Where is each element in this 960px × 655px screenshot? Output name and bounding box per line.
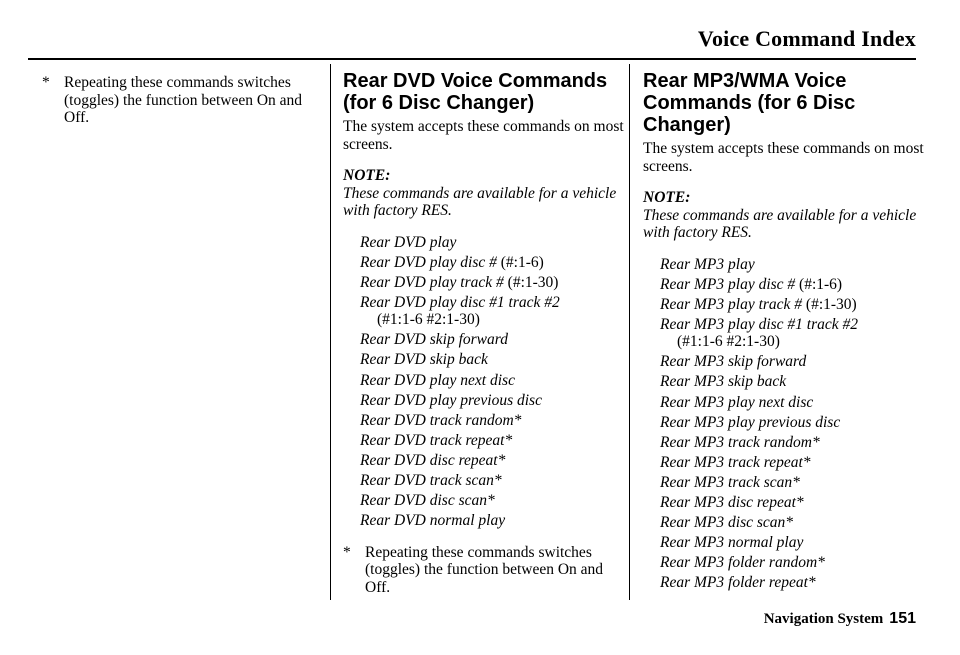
command-text: Rear DVD skip forward [360,331,508,349]
command-text: Rear MP3 track random* [660,433,820,451]
command-text: Rear DVD play track # [360,273,504,291]
command-range: (#1:1-6 #2:1-30) [377,311,480,329]
command-text: Rear DVD skip back [360,351,488,369]
command-text: Rear MP3 play [660,255,755,273]
command-item [660,394,933,412]
footnote-text: Repeating these commands switches (toggles) the function between On and Off. [64,74,303,126]
command-item [360,372,625,390]
command-text: Rear DVD disc repeat* [360,451,506,469]
command-text: Rear MP3 play previous disc [660,413,841,431]
command-item [660,276,933,294]
footnote [42,74,327,127]
command-item [660,414,933,432]
note-text: These commands are available for a vehicle with factory RES. [643,206,917,241]
footnote-marker: * [343,543,351,561]
command-item [360,351,625,369]
command-item [660,554,933,572]
command-item [360,294,625,329]
command-text: Rear DVD disc scan* [360,492,495,510]
command-item [660,353,933,371]
command-text: Rear DVD play disc # [360,253,497,271]
command-list-mp3 [643,256,933,592]
page-title: Voice Command Index [697,26,916,51]
note-text: These commands are available for a vehicle with factory RES. [343,184,617,219]
footnote-marker: * [42,74,50,91]
section-heading-dvd: Rear DVD Voice Commands (for 6 Disc Changer) [343,70,608,114]
command-item [360,512,625,530]
command-item [660,474,933,492]
command-text: Rear MP3 disc scan* [660,514,794,532]
column-2 [343,70,625,596]
command-text: Rear MP3 track scan* [660,473,800,491]
command-text: Rear DVD play disc #1 track #2 [360,293,560,311]
command-text: Rear DVD track repeat* [360,431,513,449]
column-3 [643,70,933,595]
command-text: Rear DVD normal play [360,512,506,530]
command-text: Rear MP3 normal play [660,534,804,552]
intro-text: The system accepts these commands on most screens. [343,118,624,153]
command-range: (#:1-6) [496,253,544,271]
command-text: Rear DVD track scan* [360,472,502,490]
command-item [660,514,933,532]
intro-text: The system accepts these commands on most screens. [643,140,924,175]
command-item [360,452,625,470]
command-text: Rear DVD play next disc [360,371,515,389]
command-item [660,316,933,351]
command-text: Rear MP3 disc repeat* [660,494,804,512]
command-text: Rear MP3 play track # [660,295,803,313]
column-divider-1 [330,64,331,600]
footnote-text: Repeating these commands switches (toggles) the function between On and Off. [365,543,604,596]
command-text: Rear MP3 folder repeat* [660,574,816,592]
note-label: NOTE: [643,189,691,206]
command-item [360,274,625,292]
page-footer [764,610,916,628]
note-label: NOTE: [343,167,391,184]
command-range: (#:1-30) [503,273,559,291]
command-text: Rear DVD play [360,233,457,251]
command-range: (#:1-30) [802,295,857,313]
command-item [660,534,933,552]
command-item [360,492,625,510]
command-text: Rear DVD play previous disc [360,391,542,409]
command-item [360,472,625,490]
footnote [343,544,625,597]
command-text: Rear MP3 skip back [660,373,787,391]
footer-label: Navigation System [763,611,884,627]
command-list-dvd [343,234,625,530]
title-divider [28,58,916,60]
command-range: (#:1-6) [795,275,843,293]
command-item [360,254,625,272]
command-text: Rear MP3 folder random* [660,554,825,572]
page-number: 151 [889,610,916,627]
command-item [660,494,933,512]
command-text: Rear MP3 skip forward [660,353,807,371]
command-range: (#1:1-6 #2:1-30) [677,333,780,351]
command-item [660,574,933,592]
command-item [660,296,933,314]
command-item [660,373,933,391]
command-item [360,392,625,410]
command-item [660,434,933,452]
column-1 [42,70,327,127]
command-text: Rear MP3 play next disc [660,393,814,411]
command-item [660,256,933,274]
command-item [360,331,625,349]
command-item [360,432,625,450]
command-text: Rear MP3 track repeat* [660,453,811,471]
command-item [660,454,933,472]
command-item [360,234,625,252]
command-text: Rear MP3 play disc # [660,275,796,293]
section-heading-mp3: Rear MP3/WMA Voice Commands (for 6 Disc Changer) [643,70,856,136]
column-divider-2 [629,64,630,600]
command-text: Rear MP3 play disc #1 track #2 [660,315,859,333]
command-item [360,412,625,430]
command-text: Rear DVD track random* [360,411,522,429]
